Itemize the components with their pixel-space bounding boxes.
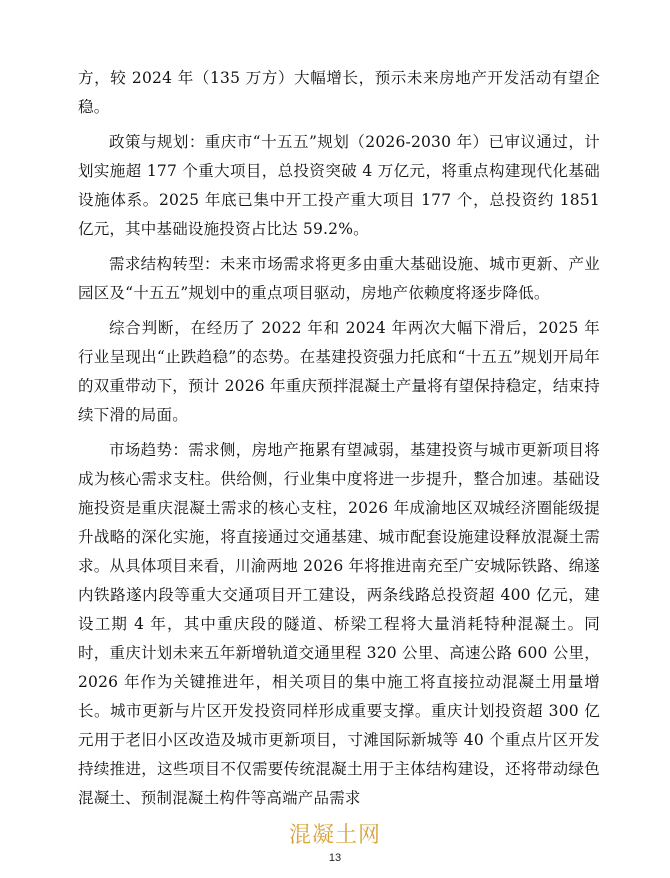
paragraph-demand-structure: 需求结构转型：未来市场需求将更多由重大基础设施、城市更新、产业园区及“十五五”规划中的重点项目驱动，房地产依赖度将逐步降低。 bbox=[78, 255, 600, 302]
document-body bbox=[78, 64, 600, 819]
paragraph-policy-planning: 政策与规划：重庆市“十五五”规划（2026-2030 年）已审议通过，计划实施超 177 个重大项目，总投资突破 4 万亿元，将重点构建现代化基础设施体系。2025 年底已集中开工投产重大项目 177 个，总投资约 1851 亿元，其中基础设施投资占比达 59.2%。 bbox=[78, 133, 600, 238]
paragraph-market-trend: 市场趋势：需求侧，房地产拖累有望减弱，基建投资与城市更新项目将成为核心需求支柱。供给侧，行业集中度将进一步提升，整合加速。基础设施投资是重庆混凝土需求的核心支柱，2026 年成渝地区双城经济圈能级提升战略的深化实施，将直接通过交通基建、城市配套设施建设释放混凝土需求。从具体项目来看，川渝两地 2026 年将推进南充至广安城际铁路、绵遂内铁路遂内段等重大交通项目开工建设，两条线路总投资超 400 亿元，建设工期 4 年，其中重庆段的隧道、桥梁工程将大量消耗特种混凝土。同时，重庆计划未来五年新增轨道交通里程 320 公里、高速公路 600 公里，2026 年作为关键推进年，相关项目的集中施工将直接拉动混凝土用量增长。城市更新与片区开发投资同样形成重要支撑。重庆计划投资超 300 亿元用于老旧小区改造及城市更新项目，寸滩国际新城等 40 个重点片区开发持续推进，这些项目不仅需要传统混凝土用于主体结构建设，还将带动绿色混凝土、预制混凝土构件等高端产品需求 bbox=[78, 441, 600, 807]
page-number: 13 bbox=[328, 852, 342, 864]
watermark-logo-text: 混凝土网 bbox=[288, 823, 381, 848]
paragraph-overall-judgment: 综合判断，在经历了 2022 年和 2024 年两次大幅下滑后，2025 年行业呈现出“止跌趋稳”的态势。在基建投资强力托底和“十五五”规划开局年的双重带动下，预计 2026 年重庆预拌混凝土产量将有望保持稳定，结束持续下滑的局面。 bbox=[78, 319, 600, 424]
paragraph-continuation: 方，较 2024 年（135 万方）大幅增长，预示未来房地产开发活动有望企稳。 bbox=[78, 69, 600, 116]
